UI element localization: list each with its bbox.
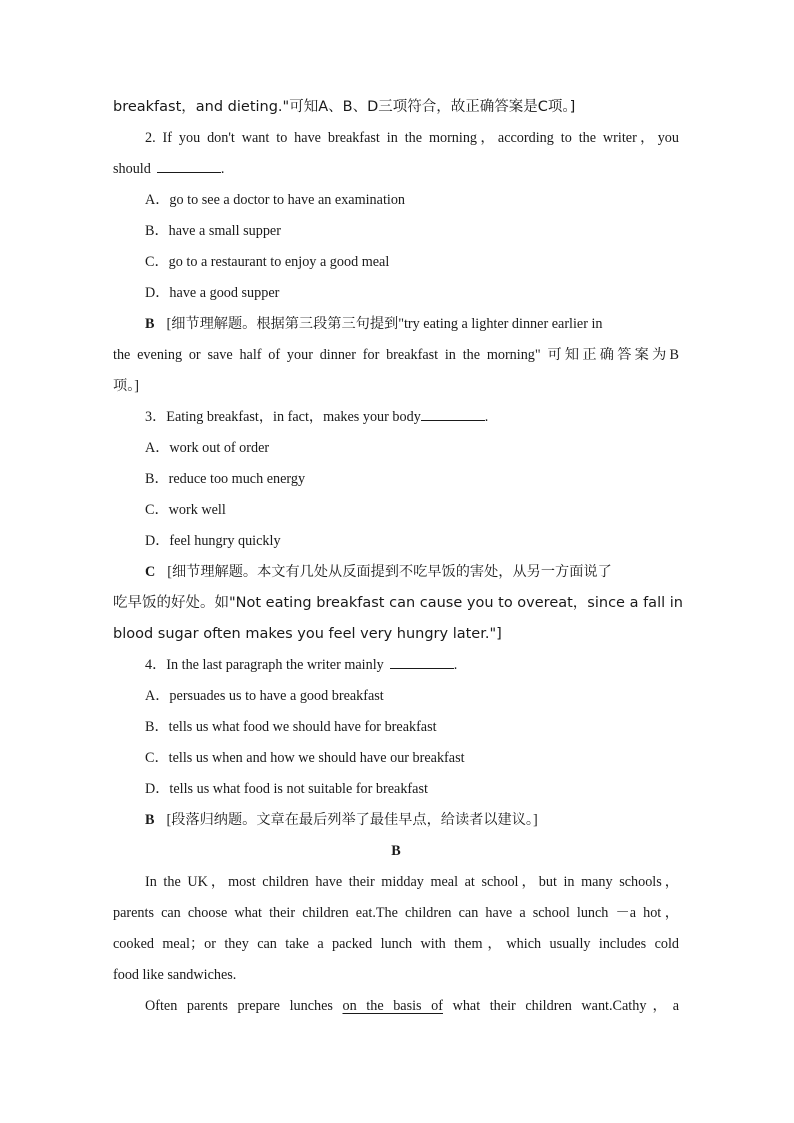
- passage-line: food like sandwiches.: [113, 967, 237, 983]
- explanation-3-cont: 吃早饭的好处。如"Not eating breakfast can cause you to overeat，since a fall in: [113, 595, 683, 611]
- option-4a: A．persuades us to have a good breakfast: [145, 688, 384, 704]
- question-4-stem-text: 4．In the last paragraph the writer mainly: [145, 657, 384, 673]
- answer-2: [113, 309, 679, 340]
- option-4c: C．tells us when and how we should have our breakfast: [145, 750, 465, 766]
- answer-letter: B: [145, 812, 155, 828]
- option-4d: D．tells us what food is not suitable for breakfast: [145, 781, 428, 797]
- option-3c: C．work well: [145, 502, 226, 518]
- explanation-2-end: 项。]: [113, 378, 139, 394]
- explanation-3-end: blood sugar often makes you feel very hungry later."]: [113, 626, 502, 642]
- answer-3: [113, 557, 679, 588]
- question-2-stem-text: should: [113, 161, 151, 177]
- answer-blank: [157, 158, 221, 173]
- question-4-stem: 4．In the last paragraph the writer mainly .: [113, 650, 679, 681]
- option-3a: A．work out of order: [145, 440, 270, 456]
- option-2d: D．have a good supper: [145, 285, 280, 301]
- answer-4: [113, 805, 679, 836]
- passage-text: Often parents prepare lunches: [145, 998, 343, 1014]
- option-3d: D．feel hungry quickly: [145, 533, 281, 549]
- passage-text: what their children want.Cathy，a: [442, 998, 679, 1014]
- answer-blank: [390, 654, 454, 669]
- answer-letter: C: [145, 564, 156, 580]
- option-4b: B．tells us what food we should have for breakfast: [145, 719, 437, 735]
- section-heading: B: [391, 843, 401, 859]
- answer-explanation-q1-end: breakfast，and dieting."可知A、B、D三项符合，故正确答案是C项。]: [113, 99, 576, 115]
- question-3-stem-text: 3．Eating breakfast，in fact，makes your body: [145, 409, 421, 425]
- explanation-text: [细节理解题。根据第三段第三句提到"try eating a lighter dinner earlier in: [166, 316, 603, 332]
- question-2-stem: 2. If you don't want to have breakfast in the morning，according to the writer，you: [145, 130, 679, 146]
- passage-line: [113, 991, 679, 1022]
- question-2-stem-cont: should .: [113, 154, 679, 185]
- explanation-text: [细节理解题。本文有几处从反面提到不吃早饭的害处，从另一方面说了: [167, 564, 612, 580]
- answer-blank: [421, 406, 485, 421]
- option-3b: B．reduce too much energy: [145, 471, 306, 487]
- document-page: [113, 92, 683, 1022]
- underlined-phrase: on the basis of: [342, 998, 443, 1014]
- explanation-2-cont: the evening or save half of your dinner for breakfast in the morning" 可知正确答案为B: [113, 347, 679, 363]
- option-2b: B．have a small supper: [145, 223, 281, 239]
- passage-line: In the UK，most children have their midday meal at school，but in many schools，: [145, 874, 679, 890]
- option-2a: A．go to see a doctor to have an examination: [145, 192, 406, 208]
- answer-letter: B: [145, 316, 155, 332]
- explanation-text: [段落归纳题。文章在最后列举了最佳早点，给读者以建议。]: [166, 812, 538, 828]
- passage-line: parents can choose what their children eat.The children can have a school lunch －a hot，: [113, 905, 679, 921]
- passage-line: cooked meal；or they can take a packed lunch with them，which usually includes cold: [113, 936, 679, 952]
- option-2c: C．go to a restaurant to enjoy a good meal: [145, 254, 390, 270]
- question-3-stem: 3．Eating breakfast，in fact，makes your body .: [113, 402, 679, 433]
